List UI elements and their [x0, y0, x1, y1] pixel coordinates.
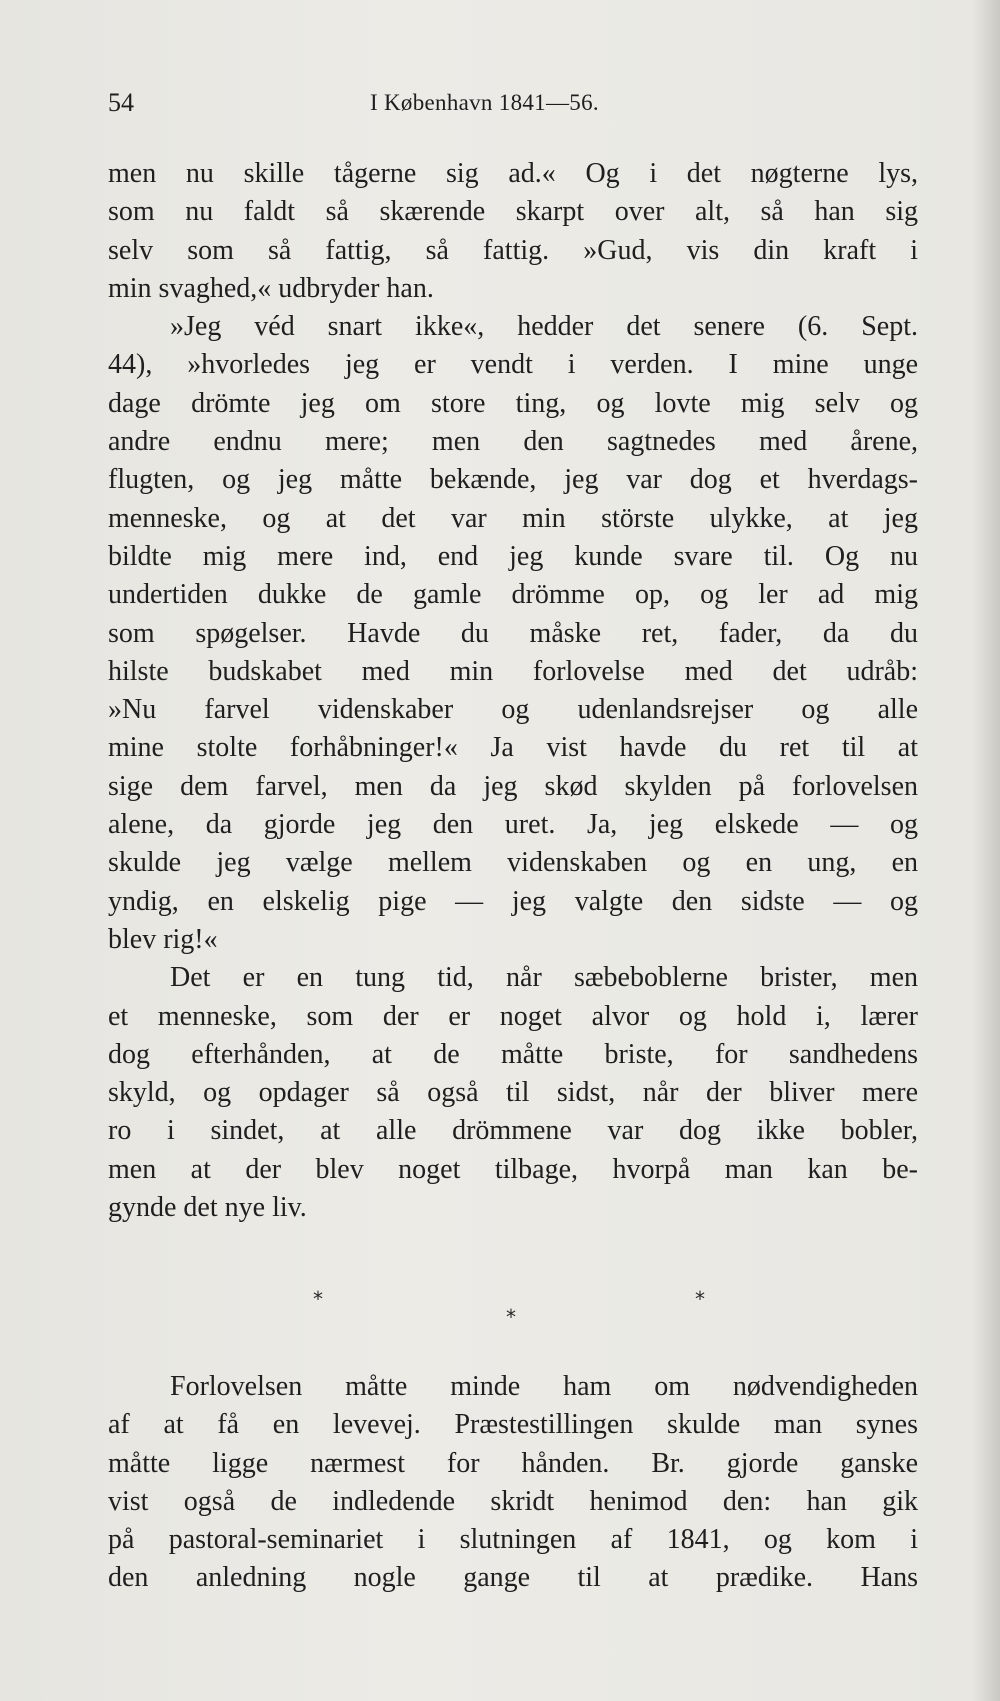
text-line: men at der blev noget tilbage, hvorpå man kan be-: [108, 1153, 918, 1185]
text-line: ro i sindet, at alle drömmene var dog ikke bobler,: [108, 1115, 918, 1147]
asterisk-ornament: *: [506, 1305, 516, 1329]
text-line: som nu faldt så skærende skarpt over alt, så han sig: [108, 196, 918, 228]
text-line: den anledning nogle gange til at prædike. Hans: [108, 1562, 918, 1594]
running-head: I København 1841—56.: [370, 90, 599, 115]
body-text-block: [108, 1368, 918, 1598]
text-line: »Jeg véd snart ikke«, hedder det senere (6. Sept.: [170, 311, 918, 343]
text-line: mine stolte forhåbninger!« Ja vist havde du ret til at: [108, 732, 918, 764]
text-line: skulde jeg vælge mellem videnskaben og en ung, en: [108, 847, 918, 879]
text-line: måtte ligge nærmest for hånden. Br. gjorde ganske: [108, 1447, 918, 1479]
text-line: dage drömte jeg om store ting, og lovte mig selv og: [108, 387, 918, 419]
text-line: bildte mig mere ind, end jeg kunde svare til. Og nu: [108, 540, 918, 572]
text-line: alene, da gjorde jeg den uret. Ja, jeg elskede — og: [108, 809, 918, 841]
text-line: Forlovelsen måtte minde ham om nødvendigheden: [170, 1371, 918, 1402]
text-line: andre endnu mere; men den sagtnedes med årene,: [108, 426, 918, 458]
text-line: gynde det nye liv.: [108, 1192, 307, 1224]
text-line: dog efterhånden, at de måtte briste, for sandhedens: [108, 1038, 918, 1070]
text-line: flugten, og jeg måtte bekænde, jeg var dog et hverdags-: [108, 464, 918, 496]
page-number: 54: [108, 88, 134, 117]
text-line: menneske, og at det var min störste ulykke, at jeg: [108, 502, 918, 534]
text-line: skyld, og opdager så også til sidst, når der bliver mere: [108, 1077, 918, 1109]
asterisk-ornament: *: [695, 1287, 705, 1311]
text-line: selv som så fattig, så fattig. »Gud, vis din kraft i: [108, 234, 918, 266]
text-line: min svaghed,« udbryder han.: [108, 272, 434, 304]
text-line: 44), »hvorledes jeg er vendt i verden. I mine unge: [108, 349, 918, 381]
asterisk-ornament: *: [313, 1287, 323, 1311]
text-line: »Nu farvel videnskaber og udenlandsrejser og alle: [108, 694, 918, 726]
text-line: undertiden dukke de gamle drömme op, og ler ad mig: [108, 579, 918, 611]
text-line: Det er en tung tid, når sæbeboblerne brister, men: [170, 962, 918, 994]
body-text-block: [108, 155, 918, 1227]
section-break: [108, 1287, 918, 1337]
text-line: vist også de indledende skridt henimod den: han gik: [108, 1485, 918, 1517]
text-line: sige dem farvel, men da jeg skød skylden på forlovelsen: [108, 770, 918, 802]
text-line: som spøgelser. Havde du måske ret, fader, da du: [108, 617, 918, 649]
text-line: yndig, en elskelig pige — jeg valgte den sidste — og: [108, 885, 918, 917]
text-line: men nu skille tågerne sig ad.« Og i det nøgterne lys,: [108, 158, 918, 189]
text-line: blev rig!«: [108, 923, 218, 955]
text-line: på pastoral-seminariet i slutningen af 1841, og kom i: [108, 1524, 918, 1556]
text-line: et menneske, som der er noget alvor og hold i, lærer: [108, 1000, 918, 1032]
text-line: hilste budskabet med min forlovelse med det udråb:: [108, 655, 918, 687]
page-header: [108, 88, 916, 128]
page-gutter-shadow: [972, 0, 1000, 1701]
text-line: af at få en levevej. Præstestillingen skulde man synes: [108, 1409, 918, 1441]
